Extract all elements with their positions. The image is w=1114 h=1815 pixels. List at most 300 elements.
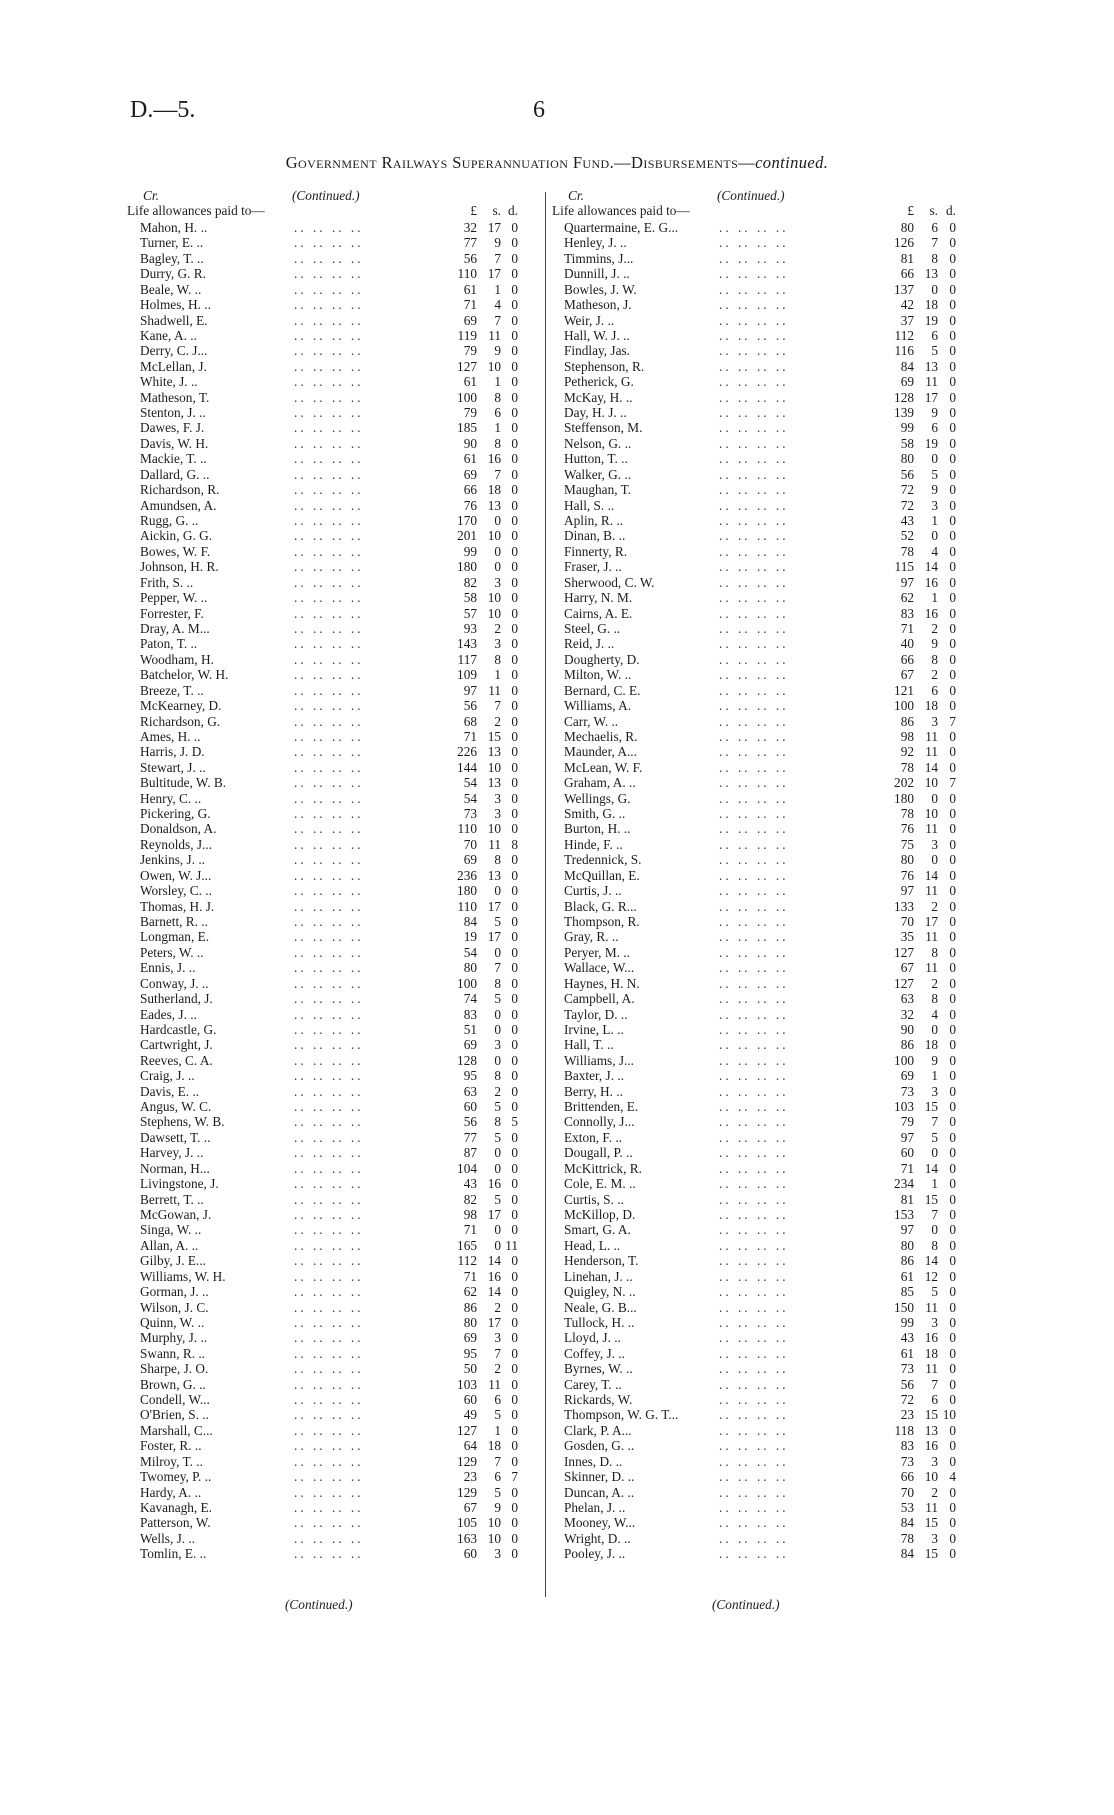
payee-name: Stewart, J. .. xyxy=(140,759,206,775)
table-row xyxy=(127,729,582,744)
leader-dots: .. .. .. .. xyxy=(294,1392,364,1408)
shillings-value: 3 xyxy=(931,713,938,729)
leader-dots: .. .. .. .. xyxy=(719,420,789,436)
pounds-value: 35 xyxy=(900,929,914,945)
table-row xyxy=(127,513,582,528)
pounds-value: 128 xyxy=(457,1052,477,1068)
shillings-value: 8 xyxy=(931,1237,938,1253)
shillings-value: 10 xyxy=(487,759,501,775)
page-title xyxy=(0,153,1114,173)
pounds-value: 119 xyxy=(457,327,477,343)
table-row xyxy=(552,667,1007,682)
pence-value: 0 xyxy=(949,1207,956,1222)
leader-dots: .. .. .. .. xyxy=(719,1268,789,1284)
pounds-value: 61 xyxy=(463,374,477,390)
table-row xyxy=(552,945,1007,960)
leader-dots: .. .. .. .. xyxy=(294,1114,364,1130)
leader-dots: .. .. .. .. xyxy=(719,1222,789,1238)
payee-name: Steffenson, M. xyxy=(564,420,643,436)
pence-value: 0 xyxy=(511,852,518,868)
payee-name: Byrnes, W. .. xyxy=(564,1361,633,1377)
leader-dots: .. .. .. .. xyxy=(719,867,789,883)
shillings-value: 13 xyxy=(924,266,938,282)
payee-name: Henley, J. .. xyxy=(564,235,627,251)
leader-dots: .. .. .. .. xyxy=(294,651,364,667)
pence-value: 0 xyxy=(511,667,518,683)
pounds-value: 202 xyxy=(894,775,914,791)
pence-value: 0 xyxy=(511,1160,518,1176)
payee-name: Angus, W. C. xyxy=(140,1099,212,1115)
payee-name: Bowles, J. W. xyxy=(564,281,637,297)
pounds-value: 78 xyxy=(900,806,914,822)
pence-value: 0 xyxy=(511,636,518,652)
payee-name: Hinde, F. .. xyxy=(564,836,623,852)
pounds-value: 66 xyxy=(900,1469,914,1485)
payee-name: Matheson, J. xyxy=(564,297,632,313)
pence-value: 0 xyxy=(949,250,956,266)
leader-dots: .. .. .. .. xyxy=(719,235,789,251)
shillings-value: 17 xyxy=(487,929,501,945)
payee-name: Worsley, C. .. xyxy=(140,883,212,899)
pounds-value: 72 xyxy=(900,1392,914,1408)
table-row xyxy=(552,559,1007,574)
pence-value: 0 xyxy=(511,590,518,606)
table-row xyxy=(552,1361,1007,1376)
pence-value: 0 xyxy=(511,1376,518,1392)
leader-dots: .. .. .. .. xyxy=(719,744,789,760)
table-row xyxy=(552,1068,1007,1083)
shillings-value: 6 xyxy=(494,1392,501,1408)
pounds-value: 128 xyxy=(894,389,914,405)
leader-dots: .. .. .. .. xyxy=(719,883,789,899)
pounds-value: 70 xyxy=(463,836,477,852)
table-row xyxy=(127,390,582,405)
shillings-value: 3 xyxy=(494,806,501,822)
pence-value: 0 xyxy=(511,543,518,559)
pence-value: 0 xyxy=(949,297,956,313)
table-row xyxy=(127,991,582,1006)
leader-dots: .. .. .. .. xyxy=(294,1530,364,1546)
shillings-value: 5 xyxy=(494,1129,501,1145)
leader-dots: .. .. .. .. xyxy=(294,1037,364,1053)
table-row xyxy=(127,1176,582,1191)
shillings-value: 17 xyxy=(487,898,501,914)
table-row xyxy=(127,1145,582,1160)
table-row xyxy=(552,1176,1007,1191)
leader-dots: .. .. .. .. xyxy=(294,466,364,482)
shillings-value: 0 xyxy=(494,1006,501,1022)
shillings-value: 5 xyxy=(931,466,938,482)
pence-value: 0 xyxy=(949,759,956,775)
payee-name: Woodham, H. xyxy=(140,651,214,667)
pence-value: 0 xyxy=(949,1422,956,1438)
leader-dots: .. .. .. .. xyxy=(294,1268,364,1284)
pounds-value: 104 xyxy=(457,1160,477,1176)
payee-name: Donaldson, A. xyxy=(140,821,217,837)
payee-name: Turner, E. .. xyxy=(140,235,204,251)
table-row xyxy=(552,266,1007,281)
pence-value: 0 xyxy=(511,1021,518,1037)
payee-name: Cole, E. M. .. xyxy=(564,1176,636,1192)
payee-name: Dinan, B. .. xyxy=(564,528,626,544)
shillings-value: 6 xyxy=(931,682,938,698)
payee-name: White, J. .. xyxy=(140,374,198,390)
table-row xyxy=(552,498,1007,513)
shillings-value: 5 xyxy=(931,1129,938,1145)
pound-header: £ xyxy=(907,203,914,218)
pounds-value: 100 xyxy=(457,389,477,405)
table-row xyxy=(127,683,582,698)
pence-value: 0 xyxy=(949,389,956,405)
payee-name: Gorman, J. .. xyxy=(140,1284,209,1300)
shillings-value: 9 xyxy=(494,235,501,251)
pence-value: 0 xyxy=(511,867,518,883)
cr-label: Cr. xyxy=(568,188,584,203)
shillings-value: 5 xyxy=(931,343,938,359)
pence-value: 0 xyxy=(949,1484,956,1500)
table-row xyxy=(552,575,1007,590)
leader-dots: .. .. .. .. xyxy=(719,944,789,960)
pence-value: 0 xyxy=(949,374,956,390)
pounds-value: 117 xyxy=(457,651,477,667)
table-row xyxy=(127,235,582,250)
shillings-value: 17 xyxy=(487,1314,501,1330)
pounds-value: 97 xyxy=(900,883,914,899)
shillings-value: 5 xyxy=(494,1099,501,1115)
pounds-value: 121 xyxy=(894,682,914,698)
payee-name: Steel, G. .. xyxy=(564,620,621,636)
shillings-value: 0 xyxy=(494,559,501,575)
shillings-value: 11 xyxy=(925,728,938,744)
table-row xyxy=(552,1300,1007,1315)
leader-dots: .. .. .. .. xyxy=(294,1129,364,1145)
leader-dots: .. .. .. .. xyxy=(294,1376,364,1392)
pounds-value: 67 xyxy=(900,960,914,976)
shillings-value: 0 xyxy=(931,281,938,297)
pence-value: 10 xyxy=(942,1407,956,1423)
leader-dots: .. .. .. .. xyxy=(719,605,789,621)
shillings-value: 19 xyxy=(924,312,938,328)
payee-name: Davis, E. .. xyxy=(140,1083,200,1099)
pence-value: 0 xyxy=(511,1176,518,1192)
leader-dots: .. .. .. .. xyxy=(294,281,364,297)
pence-value: 0 xyxy=(949,1330,956,1346)
leader-dots: .. .. .. .. xyxy=(719,1145,789,1161)
payee-name: Hall, T. .. xyxy=(564,1037,614,1053)
pounds-value: 86 xyxy=(900,1037,914,1053)
table-row xyxy=(127,1207,582,1222)
leader-dots: .. .. .. .. xyxy=(294,1284,364,1300)
shillings-value: 7 xyxy=(931,1376,938,1392)
leader-dots: .. .. .. .. xyxy=(719,1314,789,1330)
shillings-value: 3 xyxy=(494,1546,501,1562)
payee-name: Richardson, R. xyxy=(140,482,220,498)
shillings-value: 13 xyxy=(487,744,501,760)
payee-name: Thompson, W. G. T... xyxy=(564,1407,679,1423)
leader-dots: .. .. .. .. xyxy=(294,1484,364,1500)
pounds-value: 86 xyxy=(463,1299,477,1315)
pence-value: 0 xyxy=(949,1376,956,1392)
pence-value: 11 xyxy=(505,1237,518,1253)
leader-dots: .. .. .. .. xyxy=(294,806,364,822)
payee-name: Bagley, T. .. xyxy=(140,250,204,266)
leader-dots: .. .. .. .. xyxy=(719,1037,789,1053)
shillings-value: 1 xyxy=(494,281,501,297)
shillings-value: 8 xyxy=(931,651,938,667)
pounds-value: 71 xyxy=(463,1222,477,1238)
table-row xyxy=(127,544,582,559)
table-row xyxy=(127,451,582,466)
leader-dots: .. .. .. .. xyxy=(719,1114,789,1130)
table-row xyxy=(127,667,582,682)
table-row xyxy=(127,821,582,836)
shillings-value: 6 xyxy=(494,405,501,421)
shillings-value: 11 xyxy=(925,1299,938,1315)
payee-name: Head, L. .. xyxy=(564,1237,621,1253)
table-row xyxy=(127,1114,582,1129)
shillings-value: 5 xyxy=(494,1484,501,1500)
pounds-value: 84 xyxy=(900,1546,914,1562)
pence-value: 0 xyxy=(949,497,956,513)
pence-value: 0 xyxy=(949,590,956,606)
pence-value: 0 xyxy=(949,513,956,529)
shillings-value: 16 xyxy=(924,1330,938,1346)
pence-value: 0 xyxy=(949,574,956,590)
pounds-value: 79 xyxy=(463,405,477,421)
leader-dots: .. .. .. .. xyxy=(719,775,789,791)
shillings-value: 3 xyxy=(494,790,501,806)
shillings-value: 2 xyxy=(494,620,501,636)
table-row xyxy=(552,1546,1007,1561)
pounds-value: 80 xyxy=(900,451,914,467)
payee-name: Aplin, R. .. xyxy=(564,513,624,529)
payee-name: Pepper, W. .. xyxy=(140,590,208,606)
pounds-value: 82 xyxy=(463,1191,477,1207)
payee-name: Weir, J. .. xyxy=(564,312,615,328)
pence-value: 0 xyxy=(511,821,518,837)
pence-value: 0 xyxy=(949,620,956,636)
payee-name: Hutton, T. .. xyxy=(564,451,628,467)
shillings-value: 3 xyxy=(494,1330,501,1346)
table-row xyxy=(552,914,1007,929)
leader-dots: .. .. .. .. xyxy=(294,775,364,791)
leader-dots: .. .. .. .. xyxy=(294,867,364,883)
leader-dots: .. .. .. .. xyxy=(294,1160,364,1176)
table-row xyxy=(552,528,1007,543)
table-row xyxy=(552,544,1007,559)
pence-value: 0 xyxy=(949,929,956,945)
pence-value: 0 xyxy=(511,451,518,467)
leader-dots: .. .. .. .. xyxy=(294,929,364,945)
pence-value: 0 xyxy=(511,1129,518,1145)
continued-footer: (Continued.) xyxy=(712,1597,780,1612)
leader-dots: .. .. .. .. xyxy=(719,991,789,1007)
shillings-value: 7 xyxy=(931,1114,938,1130)
table-row xyxy=(127,945,582,960)
table-row xyxy=(552,235,1007,250)
table-row xyxy=(127,744,582,759)
pounds-value: 51 xyxy=(463,1021,477,1037)
payee-name: Aickin, G. G. xyxy=(140,528,213,544)
leader-dots: .. .. .. .. xyxy=(294,1422,364,1438)
leader-dots: .. .. .. .. xyxy=(719,1021,789,1037)
table-row xyxy=(552,282,1007,297)
table-row xyxy=(127,251,582,266)
pounds-value: 56 xyxy=(463,698,477,714)
payee-name: Mooney, W... xyxy=(564,1515,636,1531)
pounds-value: 61 xyxy=(900,1345,914,1361)
leader-dots: .. .. .. .. xyxy=(294,667,364,683)
payee-name: Thomas, H. J. xyxy=(140,898,215,914)
payee-name: Tullock, H. .. xyxy=(564,1314,635,1330)
shillings-value: 13 xyxy=(924,358,938,374)
shillings-value: 2 xyxy=(494,713,501,729)
pounds-value: 80 xyxy=(900,220,914,235)
pounds-value: 109 xyxy=(457,667,477,683)
table-row xyxy=(127,698,582,713)
shillings-value: 8 xyxy=(494,1068,501,1084)
leader-dots: .. .. .. .. xyxy=(294,1546,364,1562)
leader-dots: .. .. .. .. xyxy=(294,513,364,529)
payee-name: Hardy, A. .. xyxy=(140,1484,202,1500)
shillings-value: 10 xyxy=(487,605,501,621)
pence-value: 0 xyxy=(949,867,956,883)
table-row xyxy=(127,760,582,775)
table-row xyxy=(127,960,582,975)
pence-value: 0 xyxy=(949,960,956,976)
leader-dots: .. .. .. .. xyxy=(294,297,364,313)
pounds-value: 129 xyxy=(457,1484,477,1500)
leader-dots: .. .. .. .. xyxy=(719,1083,789,1099)
shillings-value: 3 xyxy=(931,497,938,513)
payee-name: Conway, J. .. xyxy=(140,975,209,991)
payee-name: Connolly, J... xyxy=(564,1114,635,1130)
pounds-value: 75 xyxy=(900,836,914,852)
pounds-value: 80 xyxy=(463,960,477,976)
table-row xyxy=(552,251,1007,266)
pence-value: 0 xyxy=(511,929,518,945)
pounds-value: 43 xyxy=(900,1330,914,1346)
pounds-value: 58 xyxy=(463,590,477,606)
payee-name: Stephenson, R. xyxy=(564,358,645,374)
pounds-value: 137 xyxy=(894,281,914,297)
pence-value: 0 xyxy=(511,913,518,929)
shillings-value: 0 xyxy=(931,790,938,806)
pounds-value: 80 xyxy=(900,1237,914,1253)
table-row xyxy=(552,1053,1007,1068)
pence-value: 0 xyxy=(949,790,956,806)
table-row xyxy=(127,775,582,790)
pounds-value: 83 xyxy=(463,1006,477,1022)
shillings-value: 1 xyxy=(931,1176,938,1192)
pounds-value: 95 xyxy=(463,1345,477,1361)
shillings-value: 2 xyxy=(494,1361,501,1377)
pence-value: 0 xyxy=(949,1129,956,1145)
leader-dots: .. .. .. .. xyxy=(294,1099,364,1115)
shillings-value: 0 xyxy=(494,1237,501,1253)
pounds-value: 69 xyxy=(463,1330,477,1346)
pence-value: 0 xyxy=(511,1068,518,1084)
shillings-value: 0 xyxy=(931,528,938,544)
payee-name: Stenton, J. .. xyxy=(140,405,206,421)
payee-name: McLellan, J. xyxy=(140,358,207,374)
payee-name: Wallace, W... xyxy=(564,960,635,976)
payee-name: Timmins, J... xyxy=(564,250,634,266)
leader-dots: .. .. .. .. xyxy=(294,913,364,929)
payee-name: Patterson, W. xyxy=(140,1515,211,1531)
shillings-value: 8 xyxy=(931,991,938,1007)
leader-dots: .. .. .. .. xyxy=(719,1330,789,1346)
leader-dots: .. .. .. .. xyxy=(719,821,789,837)
pounds-value: 56 xyxy=(463,1114,477,1130)
pounds-value: 42 xyxy=(900,297,914,313)
shillings-value: 8 xyxy=(494,435,501,451)
table-row xyxy=(127,621,582,636)
payee-name: Ames, H. .. xyxy=(140,728,201,744)
payee-name: Harry, N. M. xyxy=(564,590,633,606)
pence-value: 0 xyxy=(511,1453,518,1469)
leader-dots: .. .. .. .. xyxy=(719,1160,789,1176)
payee-name: Singa, W. .. xyxy=(140,1222,202,1238)
leader-dots: .. .. .. .. xyxy=(719,297,789,313)
pence-value: 0 xyxy=(511,1037,518,1053)
table-row xyxy=(127,1454,582,1469)
pounds-value: 40 xyxy=(900,636,914,652)
table-row xyxy=(127,976,582,991)
shillings-value: 10 xyxy=(924,806,938,822)
shillings-value: 11 xyxy=(488,327,501,343)
leader-dots: .. .. .. .. xyxy=(294,682,364,698)
pence-header: d. xyxy=(946,203,956,218)
pounds-value: 60 xyxy=(463,1099,477,1115)
leader-dots: .. .. .. .. xyxy=(719,960,789,976)
shillings-value: 8 xyxy=(931,250,938,266)
pounds-value: 84 xyxy=(900,1515,914,1531)
pounds-value: 81 xyxy=(900,250,914,266)
payee-name: Henry, C. .. xyxy=(140,790,202,806)
shillings-value: 15 xyxy=(924,1191,938,1207)
leader-dots: .. .. .. .. xyxy=(294,543,364,559)
table-row xyxy=(127,899,582,914)
payee-name: Williams, W. H. xyxy=(140,1268,226,1284)
pounds-value: 50 xyxy=(463,1361,477,1377)
table-row xyxy=(127,1361,582,1376)
shillings-value: 14 xyxy=(924,559,938,575)
pounds-value: 127 xyxy=(457,358,477,374)
shillings-value: 0 xyxy=(494,1145,501,1161)
shillings-value: 13 xyxy=(924,1422,938,1438)
table-row xyxy=(552,636,1007,651)
pounds-value: 69 xyxy=(463,1037,477,1053)
payee-name: Eades, J. .. xyxy=(140,1006,197,1022)
leader-dots: .. .. .. .. xyxy=(294,636,364,652)
pounds-value: 76 xyxy=(900,867,914,883)
table-row xyxy=(552,1114,1007,1129)
leader-dots: .. .. .. .. xyxy=(719,435,789,451)
leader-dots: .. .. .. .. xyxy=(294,1330,364,1346)
leader-dots: .. .. .. .. xyxy=(719,1453,789,1469)
table-row xyxy=(552,1500,1007,1515)
pounds-value: 93 xyxy=(463,620,477,636)
leader-dots: .. .. .. .. xyxy=(719,1207,789,1222)
table-row xyxy=(127,1423,582,1438)
pence-value: 0 xyxy=(511,374,518,390)
shilling-header: s. xyxy=(492,203,501,218)
table-row xyxy=(127,852,582,867)
pounds-value: 53 xyxy=(900,1500,914,1516)
shillings-value: 7 xyxy=(494,466,501,482)
table-row xyxy=(127,1407,582,1422)
